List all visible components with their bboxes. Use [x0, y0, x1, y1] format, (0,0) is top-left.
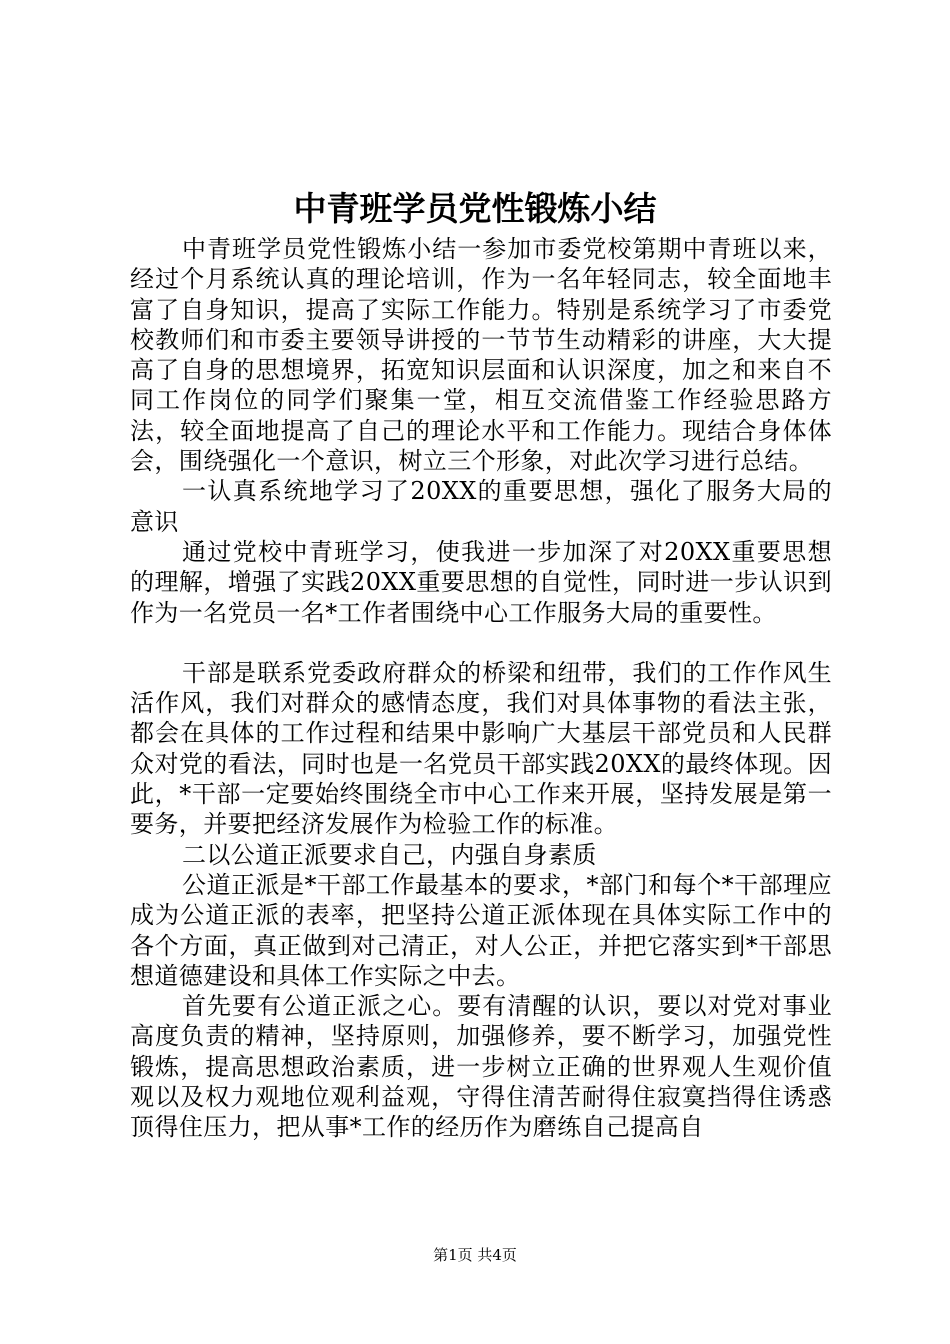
- document-title: 中青班学员党性锻炼小结: [293, 189, 657, 228]
- section-heading-2: 二以公道正派要求自己，内强自身素质: [182, 840, 597, 869]
- paragraph-study: 通过党校中青班学习，使我进一步加深了对20XX重要思想的理解，增强了实践20XX重要思想的自觉性，同时进一步认识到作为一名党员一名*工作者围绕中心工作服务大局的重要性。: [130, 537, 832, 627]
- paragraph-first: 首先要有公道正派之心。要有清醒的认识，要以对党对事业高度负责的精神，坚持原则，加强修养，要不断学习，加强党性锻炼，提高思想政治素质，进一步树立正确的世界观人生观价值观以及权力观地位观利益观，守得住清苦耐得住寂寞挡得住诱惑顶得住压力，把从事*工作的经历作为磨练自己提高自: [130, 992, 832, 1142]
- paragraph-intro: 中青班学员党性锻炼小结一参加市委党校第期中青班以来，经过个月系统认真的理论培训，作为一名年轻同志，较全面地丰富了自身知识，提高了实际工作能力。特别是系统学习了市委党校教师们和市委主要领导讲授的一节节生动精彩的讲座，大大提高了自身的思想境界，拓宽知识层面和认识深度，加之和来自不同工作岗位的同学们聚集一堂，相互交流借鉴工作经验思路方法，较全面地提高了自己的理论水平和工作能力。现结合身体体会，围绕强化一个意识，树立三个形象，对此次学习进行总结。: [130, 235, 832, 476]
- paragraph-cadre: 干部是联系党委政府群众的桥梁和纽带，我们的工作作风生活作风，我们对群众的感情态度，我们对具体事物的看法主张，都会在具体的工作过程和结果中影响广大基层干部党员和人民群众对党的看法，同时也是一名党员干部实践20XX的最终体现。因此，*干部一定要始终围绕全市中心工作来开展，坚持发展是第一要务，并要把经济发展作为检验工作的标准。: [130, 658, 832, 839]
- document-body: [130, 234, 832, 1143]
- paragraph-fairness: 公道正派是*干部工作最基本的要求，*部门和每个*干部理应成为公道正派的表率，把坚持公道正派体现在具体实际工作中的各个方面，真正做到对己清正，对人公正，并把它落实到*干部思想道德建设和具体工作实际之中去。: [130, 870, 832, 990]
- section-heading-1: 一认真系统地学习了20XX的重要思想，强化了服务大局的意识: [130, 477, 832, 536]
- page-footer: 第1页 共4页: [433, 1246, 517, 1264]
